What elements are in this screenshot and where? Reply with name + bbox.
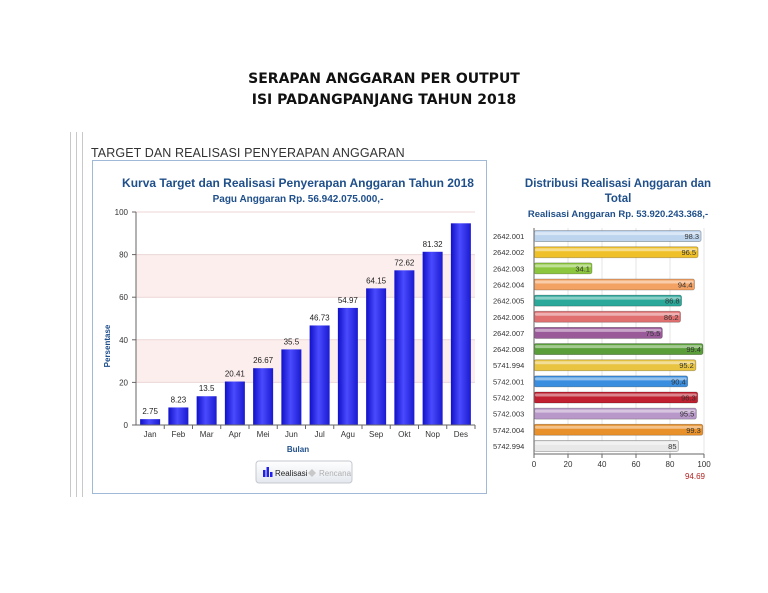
column-data-label: 8.23 [170,395,187,405]
y-axis-label: Persentase [103,324,112,368]
hbar-row-5742.003[interactable] [534,408,696,419]
column-bar-mar[interactable] [197,396,217,425]
hbar-value-label: 99.3 [686,425,701,435]
column-bar-okt[interactable] [394,270,414,425]
hbar-category-label: 5741.994 [493,361,525,371]
hbar-row-5742.002[interactable] [534,392,698,403]
hbar-value-label: 75.5 [645,328,661,338]
hbar-x-tick-label: 0 [531,460,537,469]
hbar-category-label: 2642.003 [493,264,525,274]
x-tick-label: Jan [143,430,157,439]
column-chart [93,161,488,495]
y-tick-label: 0 [123,421,128,430]
hbar-category-label: 5742.003 [493,409,525,419]
column-data-label: 54.97 [337,295,358,305]
column-bar-agu[interactable] [338,308,358,425]
hbar-category-label: 5742.004 [493,425,525,435]
hbar-row-5741.994[interactable] [534,360,696,371]
x-tick-label: Mar [199,430,214,439]
hbar-total-label: 94.69 [684,472,706,481]
hbar-value-label: 85 [668,441,677,451]
column-data-label: 13.5 [198,384,215,394]
hbar-row-2642.004[interactable] [534,279,694,290]
hbar-bar-highlight [535,329,661,332]
hbar-row-2642.008[interactable] [534,344,703,355]
left-border-line [76,132,77,497]
document-title-line-1: SERAPAN ANGGARAN PER OUTPUT [248,71,520,87]
legend [256,461,352,483]
hbar-x-tick-label: 80 [665,460,675,469]
hbar-category-label: 5742.994 [493,441,525,451]
column-data-label: 81.32 [422,239,443,249]
column-chart-title: Kurva Target dan Realisasi Penyerapan Anggaran Tahun 2018 [122,176,474,190]
legend-realisasi-label: Realisasi [275,469,308,478]
hbar-category-label: 2642.001 [493,232,525,242]
hbar-row-5742.004[interactable] [534,424,703,435]
column-data-label: 26.67 [253,356,274,366]
hbar-category-label: 2642.007 [493,328,525,338]
column-bar-jul[interactable] [310,325,330,425]
hbar-value-label: 95.2 [679,361,694,371]
column-bar-feb[interactable] [168,407,188,425]
x-tick-label: Okt [398,430,411,439]
y-tick-label: 60 [119,293,128,303]
hbar-bar-highlight [535,281,693,284]
hbar-bar-highlight [535,297,681,300]
column-data-label: 64.15 [366,276,387,286]
y-tick-label: 80 [119,250,128,260]
hbar-row-5742.994[interactable] [534,440,679,451]
hbar-category-label: 2642.008 [493,345,525,355]
hbar-value-label: 95.5 [679,409,695,419]
hbar-chart-title-line-2: Total [604,193,632,205]
column-data-label: 72.62 [394,258,415,268]
hbar-category-label: 2642.002 [493,248,525,258]
hbar-bar-highlight [535,377,687,380]
column-data-label: 20.41 [224,369,245,379]
hbar-value-label: 96.5 [681,248,697,258]
legend-realisasi-icon-part [270,472,273,477]
section-heading: TARGET DAN REALISASI PENYERAPAN ANGGARAN [91,146,405,160]
x-tick-label: Des [453,430,468,439]
legend-realisasi-icon [263,470,266,477]
hbar-category-label: 5742.001 [493,377,525,387]
hbar-bar-highlight [535,394,697,397]
hbar-bar-highlight [535,248,697,251]
y-tick-label: 40 [119,335,128,345]
hbar-category-label: 2642.004 [493,280,525,290]
x-tick-label: Jul [314,430,325,439]
column-data-label: 46.73 [309,313,330,323]
x-tick-label: Nop [425,430,440,439]
hbar-bar-highlight [535,345,702,348]
hbar-chart-title-line-1: Distribusi Realisasi Anggaran dan [524,178,712,190]
hbar-row-2642.002[interactable] [534,247,698,258]
hbar-row-2642.005[interactable] [534,295,682,306]
column-bar-mei[interactable] [253,368,273,425]
hbar-row-2642.001[interactable] [534,231,701,242]
column-bar-jan[interactable] [140,419,160,425]
column-data-label: 35.5 [283,337,300,347]
column-data-label: 2.75 [142,407,158,417]
hbar-value-label: 86.8 [664,296,680,306]
legend-rencana-label: Rencana [319,469,352,478]
hbar-bar-highlight [535,232,700,235]
column-bar-jun[interactable] [281,349,301,425]
hbar-x-tick-label: 100 [697,460,711,469]
column-bar-des[interactable] [451,223,471,425]
horizontal-bar-chart [490,172,730,492]
x-tick-label: Apr [228,430,242,439]
hbar-value-label: 98.3 [684,232,700,242]
x-tick-label: Agu [340,430,355,439]
hbar-row-2642.007[interactable] [534,327,662,338]
hbar-value-label: 96.3 [681,393,696,403]
column-chart-panel [92,160,487,494]
hbar-row-5742.001[interactable] [534,376,688,387]
hbar-category-label: 5742.002 [493,393,525,403]
legend-realisasi-icon-part [267,467,270,477]
hbar-bar-highlight [535,361,695,364]
x-tick-label: Mei [256,430,270,439]
x-tick-label: Jun [284,430,298,439]
x-tick-label: Feb [171,430,186,439]
hbar-category-label: 2642.006 [493,312,525,322]
hbar-bar-highlight [535,313,680,316]
hbar-bar-highlight [535,410,695,413]
column-bar-nop[interactable] [423,252,443,425]
hbar-value-label: 34.1 [575,264,590,274]
x-tick-label: Sep [369,430,384,439]
y-tick-label: 20 [119,378,128,388]
hbar-value-label: 99.4 [686,345,701,355]
hbar-x-tick-label: 20 [563,460,573,469]
hbar-bar-highlight [535,442,678,445]
column-chart-subtitle: Pagu Anggaran Rp. 56.942.075.000,- [212,194,384,205]
hbar-x-tick-label: 40 [597,460,607,469]
left-border-line [82,132,83,497]
x-axis-label: Bulan [286,445,310,454]
hbar-bar-highlight [535,426,702,429]
hbar-x-tick-label: 60 [631,460,641,469]
column-bar-apr[interactable] [225,382,245,425]
document-title-line-2: ISI PADANGPANJANG TAHUN 2018 [251,92,517,108]
column-bar-sep[interactable] [366,288,386,425]
hbar-value-label: 90.4 [671,377,686,387]
left-border-line [70,132,71,497]
hbar-value-label: 86.2 [663,312,679,322]
hbar-value-label: 94.4 [677,280,693,290]
y-tick-label: 100 [114,208,128,217]
hbar-chart-subtitle: Realisasi Anggaran Rp. 53.920.243.368,- [527,209,709,220]
hbar-category-label: 2642.005 [493,296,525,306]
hbar-row-2642.006[interactable] [534,311,681,322]
